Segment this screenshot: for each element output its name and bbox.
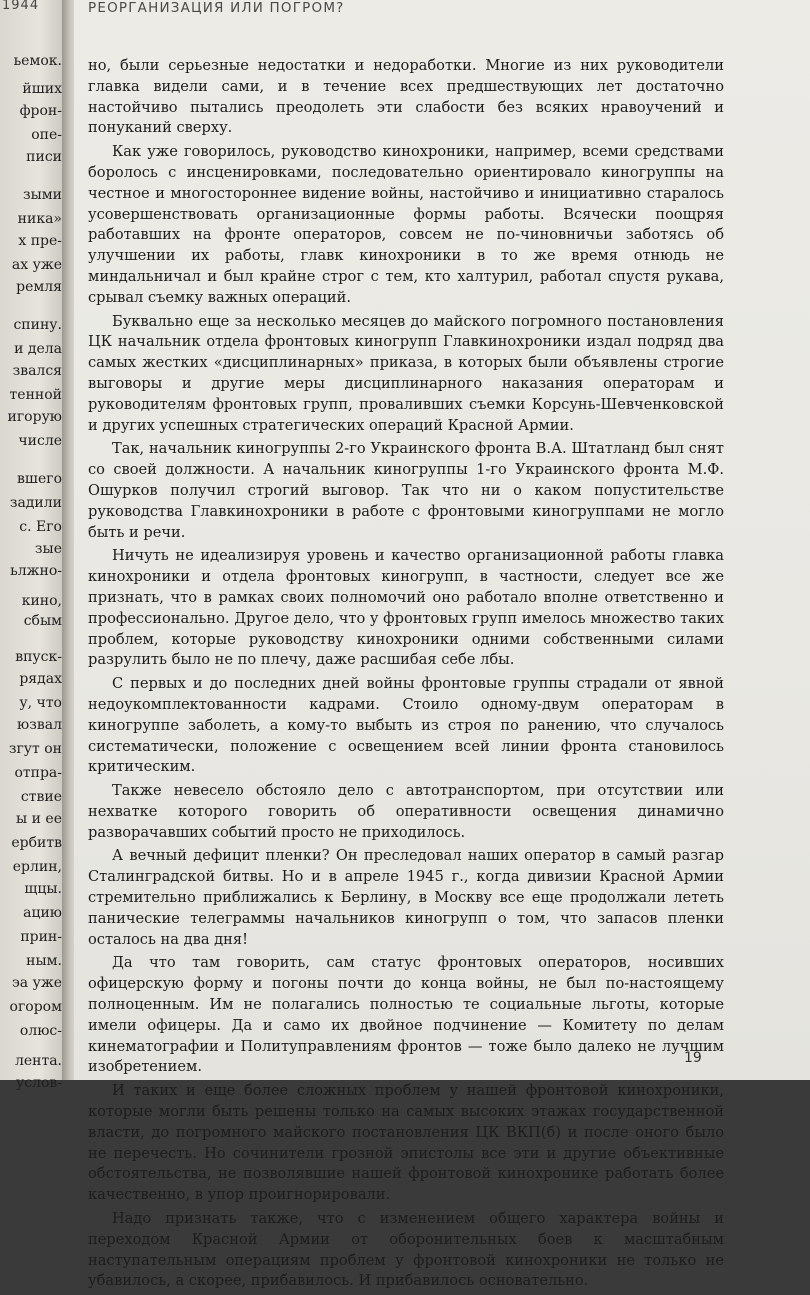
paragraph: Ничуть не идеализируя уровень и качество организационной работы главка кинохроники и отдела фронтовых киногрупп, в частности, следует все же признать, что в рамках своих полномочий оно работало вполне ответственно и профессионально. Другое дело, что у фронтовых групп имелось множество таких проблем, которые руководству кинохроники одними собственными силами разрулить было не по плечу, даже расшибая себе лбы.: [88, 547, 724, 669]
paragraph: Да что там говорить, сам статус фронтовых операторов, носивших офицерскую форму и погоны почти до конца войны, не был по-настоящему полноценным. Им не полагались полностью те социальные льготы, которые имели офицеры. Да и само их двойное подчинение — Комитету по делам кинематографии и Политуправлениям фронтов — тоже было далеко не лучшим изобретением.: [88, 954, 724, 1076]
left-page-line-fragment: юзвал: [17, 717, 62, 733]
left-page-line-fragment: ербитв: [11, 835, 62, 851]
paragraph: С первых и до последних дней войны фронтовые группы страдали от явной недоукомплектованности кадрами. Стоило одному-двум операторам в киногруппе заболеть, а кому-то выбыть из строя по ранению, что случалось систематически, положение с освещением всей линии фронта становилось критическим.: [88, 675, 724, 776]
left-page-line-fragment: х пре-: [18, 233, 62, 249]
page-number: 19: [684, 1050, 702, 1066]
paragraph: но, были серьезные недостатки и недоработки. Многие из них руководители главка видели сами, и в течение всех предшествующих лет достаточно настойчиво пытались преодолеть эти слабости без всяких нравоучений и понуканий сверху.: [88, 57, 724, 137]
left-page-line-fragment: ьемок.: [13, 53, 62, 69]
left-page-line-fragment: ы и ее: [16, 811, 62, 827]
left-page-line-fragment: прин-: [20, 929, 62, 945]
paragraph: Буквально еще за несколько месяцев до майского погромного постановления ЦК начальник отдела фронтовых киногрупп Главкинохроники издал подряд два самых жестких «дисциплинарных» приказа, в которых были объявлены строгие выговоры и другие меры дисциплинарного наказания операторам и руководителям фронтовых групп, проваливших съемки Корсунь-Шевченковской и других успешных стратегических операций Красной Армии.: [88, 312, 724, 434]
left-page-line-fragment: писи: [26, 149, 62, 165]
left-page-line-fragment: впуск-: [15, 649, 62, 665]
left-page-line-fragment: игорую: [7, 409, 62, 425]
body-text: [88, 56, 724, 1295]
left-page-line-fragment: зыми: [23, 187, 62, 203]
right-page: [74, 0, 810, 1290]
left-page-line-fragment: с. Его: [19, 519, 62, 535]
left-page-line-fragment: вшего: [17, 471, 62, 487]
left-page-line-fragment: ремля: [16, 279, 62, 295]
paragraph: И таких и еще более сложных проблем у нашей фронтовой кинохроники, которые могли быть решены только на самых высоких этажах государственной власти, до погромного майского постановления ЦК ВКП(б) и после оного было не перечесть. Но сочинители грозной эпистолы все эти и другие объективные обстоятельства, не позволявшие нашей фронтовой кинохронике работать более качественно, в упор проигнорировали.: [88, 1082, 724, 1204]
left-page-line-fragment: ным.: [26, 953, 62, 969]
left-page-line-fragment: эа уже: [11, 975, 62, 991]
left-page-year: 1944: [2, 0, 40, 13]
left-page-line-fragment: ах уже: [11, 257, 62, 273]
left-page-line-fragment: задили: [9, 495, 62, 511]
left-page-line-fragment: услов-: [15, 1075, 62, 1091]
left-page-line-fragment: ацию: [23, 905, 62, 921]
paragraph: Также невесело обстояло дело с автотранспортом, при отсутствии или нехватке которого говорить об оперативности освещения динамично разворачавших событий просто не приходилось.: [88, 782, 724, 841]
left-page-line-fragment: опе-: [31, 127, 62, 143]
left-page-line-fragment: числе: [18, 433, 62, 449]
left-page-line-fragment: ника»: [17, 211, 62, 227]
left-page-line-fragment: щцы.: [24, 881, 62, 897]
left-page-line-fragment: и дела: [14, 341, 62, 357]
left-page-line-fragment: огором: [9, 999, 62, 1015]
left-page-line-fragment: звался: [12, 363, 62, 379]
running-head: РЕОРГАНИЗАЦИЯ ИЛИ ПОГРОМ?: [88, 0, 345, 16]
left-page-line-fragment: у, что: [19, 695, 62, 711]
left-page-line-fragment: отпра-: [14, 765, 62, 781]
left-page-line-fragment: ьлжно-: [10, 563, 62, 579]
paragraph: Как уже говорилось, руководство кинохроники, например, всеми средствами боролось с инсценировками, последовательно ориентировало киногруппы на честное и многостороннее видение войны, настойчиво и инициативно старалось усовершенствовать организационные формы работы. Всячески поощряя работавших на фронте операторов, совсем не по-чиновничьи заботясь об улучшении их работы, главк кинохроники в то же время отнюдь не миндальничал и был крайне строг с тем, кто халтурил, работал спустя рукава, срывал съемку важных операций.: [88, 143, 724, 306]
left-page-line-fragment: кино,: [21, 593, 62, 609]
left-page-line-fragment: згут он: [8, 741, 62, 757]
paragraph: Надо признать также, что с изменением общего характера войны и переходом Красной Армии от оборонительных боев к масштабным наступательным операциям проблем у фронтовой кинохроники не только не убавилось, а скорее, прибавилось. И прибавилось основательно.: [88, 1210, 724, 1290]
left-page-line-fragment: лента.: [14, 1053, 62, 1069]
left-page-line-fragment: рядах: [19, 671, 62, 687]
paragraph: Так, начальник киногруппы 2-го Украинского фронта В.А. Штатланд был снят со своей должности. А начальник киногруппы 1-го Украинского фронта М.Ф. Ошурков получил строгий выговор. Так что ни о каком попустительстве руководства Главкинохроники в работе с фронтовыми киногруппами не могло быть и речи.: [88, 440, 724, 541]
left-page-line-fragment: йших: [22, 81, 62, 97]
left-page-line-fragment: тенной: [9, 387, 62, 403]
left-page-line-fragment: ствие: [20, 789, 62, 805]
left-page-line-fragment: фрон-: [19, 103, 62, 119]
left-page-line-fragment: зые: [34, 541, 62, 557]
left-page-line-fragment: ерлин,: [12, 859, 62, 875]
left-page-line-fragment: олюс-: [19, 1023, 62, 1039]
left-page-line-fragment: спину.: [13, 317, 62, 333]
paragraph: А вечный дефицит пленки? Он преследовал наших оператор в самый разгар Сталинградской битвы. Но и в апреле 1945 г., когда дивизии Красной Армии стремительно приближались к Берлину, в Москву все еще продолжали лететь панические телеграммы начальников киногрупп о том, что запасов пленки осталось на два дня!: [88, 847, 724, 948]
left-page-line-fragment: сбым: [23, 613, 62, 629]
left-page-edge: [0, 0, 66, 1091]
